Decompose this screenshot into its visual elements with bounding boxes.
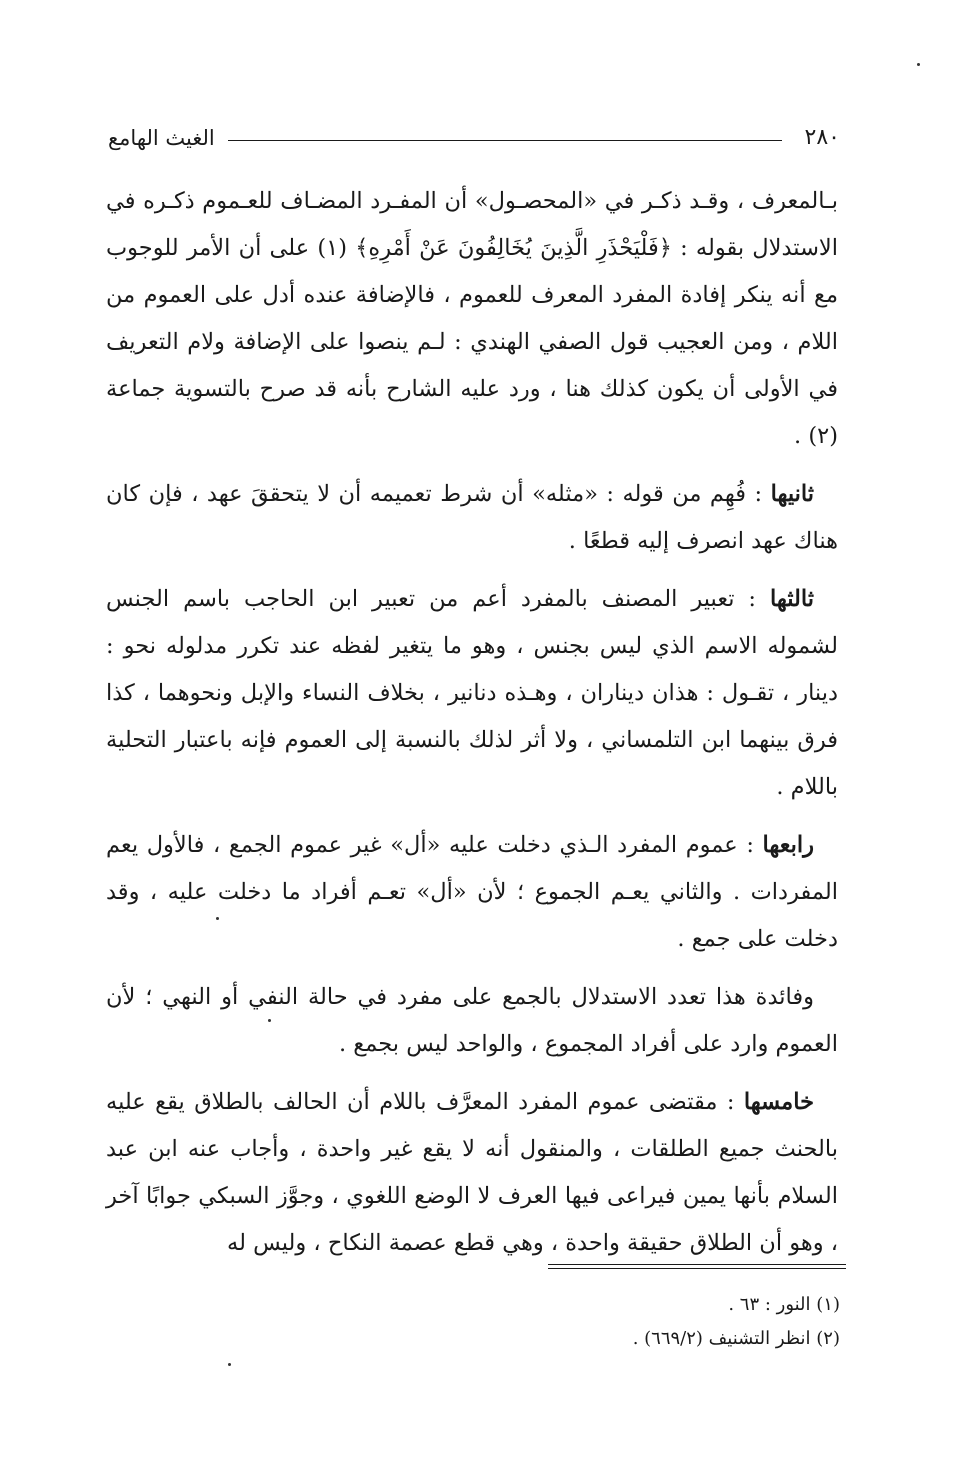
paragraph-text: بـالمعرف ، وقـد ذكـر في «المحصـول» أن المفـرد المضـاف للعـموم ذكـره في الاستدلال بقوله : ﴿فَلْيَحْذَرِ الَّذِينَ يُخَالِفُونَ عَنْ أَمْرِهِ﴾ (١) على أن الأمر للوجوب مع أنه ينكر إفادة المفرد المعرف للعموم ، فالإضافة عنده أدل على العموم من اللام ، ومن العجيب قول الصفي الهندي : لـم ينصوا على الإضافة ولام التعريف في الأولى أن يكون كذلك هنا ، ورد عليه الشارح بأنه قد صرح بالتسوية جماعة (٢) . [106,188,839,449]
paragraph-text: وفائدة هذا تعدد الاستدلال بالجمع على مفرد في حالة النفي أو النهي ؛ لأن العموم وارد على أفراد المجموع ، والواحد ليس بجمع . [106,984,838,1057]
paragraph-4 [106,822,838,963]
paragraph-label: خامسها [743,1089,814,1115]
footnotes [300,1288,840,1356]
paragraph-text: : تعبير المصنف بالمفرد أعم من تعبير ابن الحاجب باسم الجنس لشموله الاسم الذي ليس بجنس ، وهو ما يتغير لفظه عند تكرر مدلوله نحو : دينار ، تقـول : هذان ديناران ، وهـذه دنانير ، بخلاف النساء والإبل ونحوهما ، كذا فرق بينهما ابن التلمساني ، ولا أثر لذلك بالنسبة إلى العموم فإنه باعتبار التحلية باللام . [106,586,838,800]
page-header [108,118,840,158]
paragraph-label: ثانيها [770,481,814,507]
paragraph-text: : عموم المفرد الـذي دخلت عليه «أل» غير عموم الجمع ، فالأول يعم المفردات . والثاني يعـم الجموع ؛ لأن «أل» تعـم أفراد ما دخلت عليه ، وقد دخلت على جمع . [106,832,838,952]
running-title: الغيث الهامع [108,126,215,150]
paragraph-label: ثالثها [770,586,814,612]
paragraph-6 [106,1079,838,1267]
scan-speck [917,63,920,66]
footnote-1: (١) النور : ٦٣ . [728,1294,840,1315]
paragraph-5 [106,974,838,1068]
scan-speck [228,1363,231,1366]
main-text [106,178,838,1278]
scan-speck [268,1019,271,1022]
paragraph-3 [106,576,838,811]
paragraph-text: : فُهِم من قوله : «مثله» أن شرط تعميمه أن لا يتحققَ عهد ، فإن كان هناك عهد انصرف إليه قطعًا . [106,481,838,554]
footnote-2: (٢) انظر التشنيف (٦٦٩/٢) . [632,1328,840,1349]
footnote-separator [548,1264,846,1269]
paragraph-1 [106,178,838,460]
page-number: ٢٨٠ [804,125,840,150]
paragraph-label: رابعها [762,832,814,858]
scan-speck [216,917,219,920]
paragraph-2 [106,471,838,565]
paragraph-text: : مقتضى عموم المفرد المعرَّف باللام أن الحالف بالطلاق يقع عليه بالحنث جميع الطلقات ، والمنقول أنه لا يقع غير واحدة ، وأجاب عنه ابن عبد السلام بأنها يمين فيراعى فيها العرف لا الوضع اللغوي ، وجوَّز السبكي جوابًا آخر ، وهو أن الطلاق حقيقة واحدة ، وهي قطع عصمة النكاح ، وليس له [106,1089,838,1256]
header-rule [228,140,782,141]
